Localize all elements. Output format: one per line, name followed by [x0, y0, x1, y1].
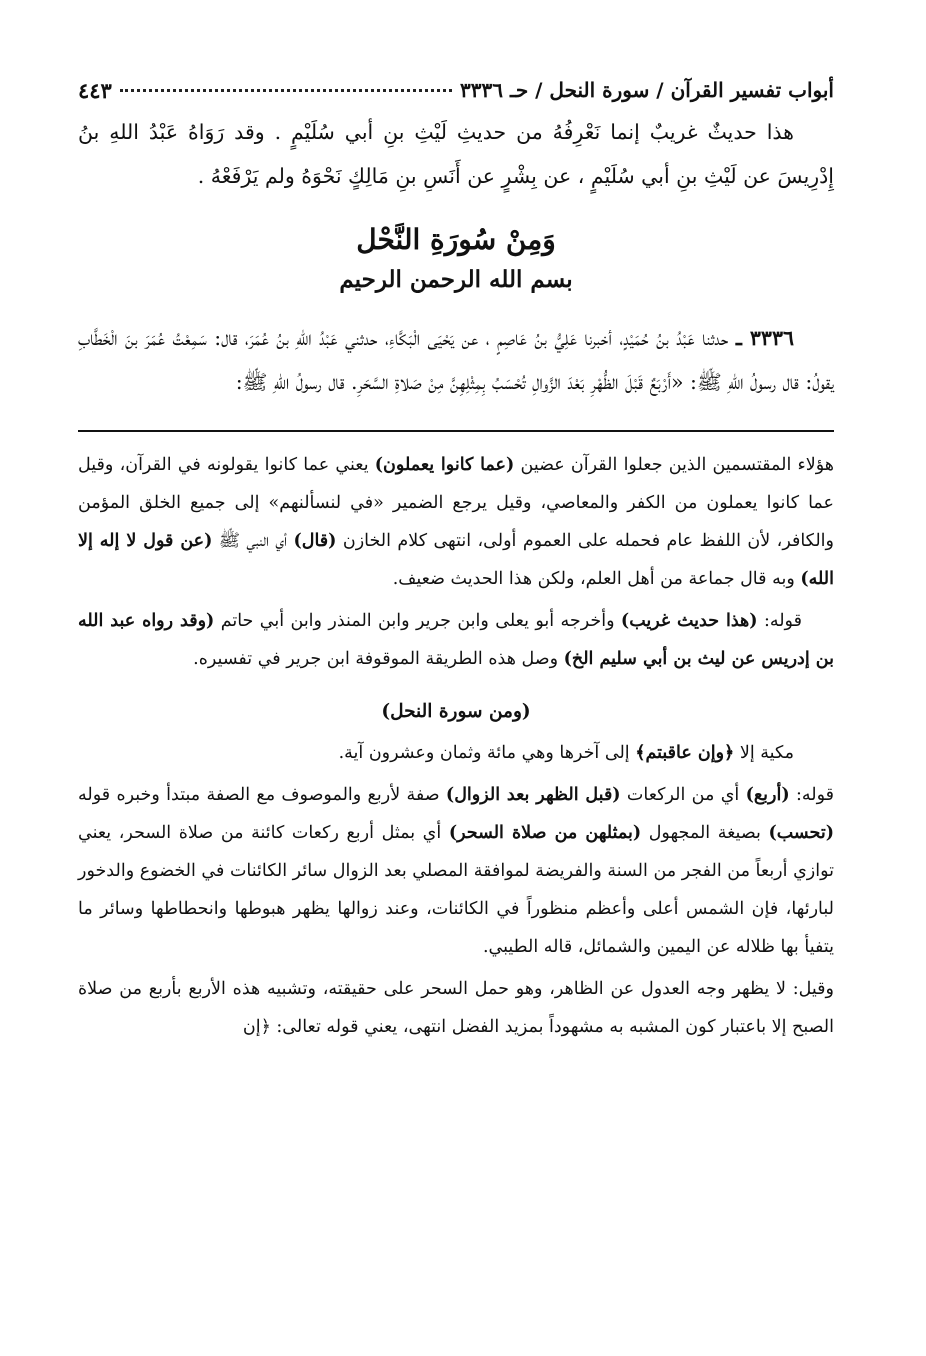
note-bold-phrase: (أربع) — [745, 785, 790, 805]
footnote-separator — [78, 430, 834, 432]
note-text: قوله: — [757, 611, 802, 631]
note-bold-phrase: (قال) — [293, 531, 337, 551]
note-bold-phrase: (هذا حديث غريب) — [620, 611, 758, 631]
book-page — [78, 70, 834, 1316]
running-header — [78, 70, 834, 110]
note-text: قوله: — [789, 785, 834, 805]
note-text: وأخرجه أبو يعلى وابن جرير وابن المنذر وابن أبي حاتم — [214, 611, 621, 631]
note-paragraph-3 — [78, 776, 834, 966]
main-paragraph-1: هذا حديثٌ غريبٌ إنما نَعْرِفُهُ من حديثِ لَيْثِ بنِ أبي سُلَيْمٍ . وقد رَوَاهُ عَبْدُ اللهِ بنُ إِدْرِيسَ عن لَيْثِ بنِ أبي سُلَيْمٍ ، عن بِشْرٍ عن أَنَسِ بنِ مَالِكٍ نَحْوَهُ ولم يَرْفَعْهُ . — [78, 120, 834, 188]
note-paragraph-2 — [78, 602, 834, 678]
note-text: بصيغة المجهول — [641, 823, 769, 843]
note-bold-phrase: (عن قول لا إله إلا الله) — [78, 531, 834, 589]
note-bold-phrase: (قبل الظهر بعد الزوال) — [445, 785, 621, 805]
hadith-paragraph — [78, 316, 834, 404]
note-text: أي بمثل أربع ركعات كائنة من صلاة السحر، يعني توازي أربعاً من الفجر من السنة والفريضة لموافقة المصلي بعد الزوال سائر الكائنات في الخضوع والدخور لبارئها، فإن الشمس أعلى وأعظم منظوراً في الكائنات، وعند زوالها يظهر هبوطها وانحطاطها وسائر ما يتفيأ بها ظلاله عن اليمين والشمائل، قاله الطيبي. — [78, 823, 834, 957]
note-bold-phrase: (بمثلهن من صلاة السحر) — [448, 823, 642, 843]
note-text: وصل هذه الطريقة الموقوفة ابن جرير في تفسيره. — [193, 649, 564, 669]
note-paragraph-4: وقيل: لا يظهر وجه العدول عن الظاهر، وهو حمل السحر على حقيقته، وتشبيه هذه الأربع بأربع من صلاة الصبح إلا باعتبار كون المشبه به مشهوداً بمزيد الفضل انتهى، يعني قوله تعالى: ﴿إن — [78, 979, 834, 1037]
header-title: أبواب تفسير القرآن / سورة النحل / حـ ٣٣٣٦ — [460, 78, 834, 102]
note-paragraph-1 — [78, 446, 834, 598]
note-bold-phrase: (وقد رواه عبد الله بن إدريس عن ليث بن أبي سليم الخ) — [78, 611, 834, 669]
note-text: صفة لأربع والموصوف مع الصفة مبتدأ وخبره قوله — [78, 785, 446, 805]
surah-title: وَمِنْ سُورَةِ النَّحْل — [356, 223, 556, 256]
note-bold-phrase: (عما كانوا يعملون) — [374, 455, 515, 475]
hadith-text: حدثنا عَبْدُ بنُ حُمَيْدٍ، أخبرنا عَلِيُّ بنُ عَاصِمٍ ، عن يَحْيَى الْبَكَّاءِ، حدثني عَبْدُ اللهِ بنُ عُمَرَ، قال: سَمِعْتُ عُمَرَ بنَ الْخَطَّابِ يقولُ: قال رسولُ اللهِ ﷺ: «أَرْبَعٌ قَبْلَ الظُّهْرِ بَعْدَ الزَّوالِ تُحْسَبُ بِمِثْلِهِنَّ مِنْ صَلاةِ السَّحَرِ. قال رسولُ اللهِ ﷺ: — [78, 326, 834, 394]
note-text: أي من الركعات — [620, 785, 746, 805]
note-bold-phrase: ﴿وإن عاقبتم﴾ — [635, 743, 735, 763]
header-dot-leader — [120, 89, 452, 92]
notes-surah-heading: (ومن سورة النحل) — [381, 701, 531, 722]
note-text: يعني عما كانوا يقولونه في القرآن، وقيل عما كانوا يعملون من الكفر والمعاصي، وقيل يرجع الضمير «في لنسألنهم» إلى جميع الخلق المؤمن والكافر، لأن اللفظ عام فحمله على العموم أولى، انتهى كلام الخازن — [78, 455, 834, 551]
basmala: بسم الله الرحمن الرحيم — [339, 266, 573, 293]
note-makki-line — [78, 734, 834, 772]
page-number: ٤٤٣ — [78, 77, 112, 103]
main-text — [78, 110, 834, 404]
note-text: إلى آخرها وهي مائة وثمان وعشرون آية. — [338, 743, 636, 763]
note-text: مكية إلا — [734, 743, 794, 763]
commentary-notes — [78, 446, 834, 1046]
note-text: وبه قال جماعة من أهل العلم، ولكن هذا الحديث ضعيف. — [392, 569, 801, 589]
note-text: هؤلاء المقتسمين الذين جعلوا القرآن عضين — [514, 455, 834, 475]
note-text: أي النبي ﷺ — [212, 531, 294, 551]
hadith-number: ٣٣٣٦ ـ — [735, 326, 794, 350]
note-bold-phrase: (تحسب) — [768, 823, 834, 843]
